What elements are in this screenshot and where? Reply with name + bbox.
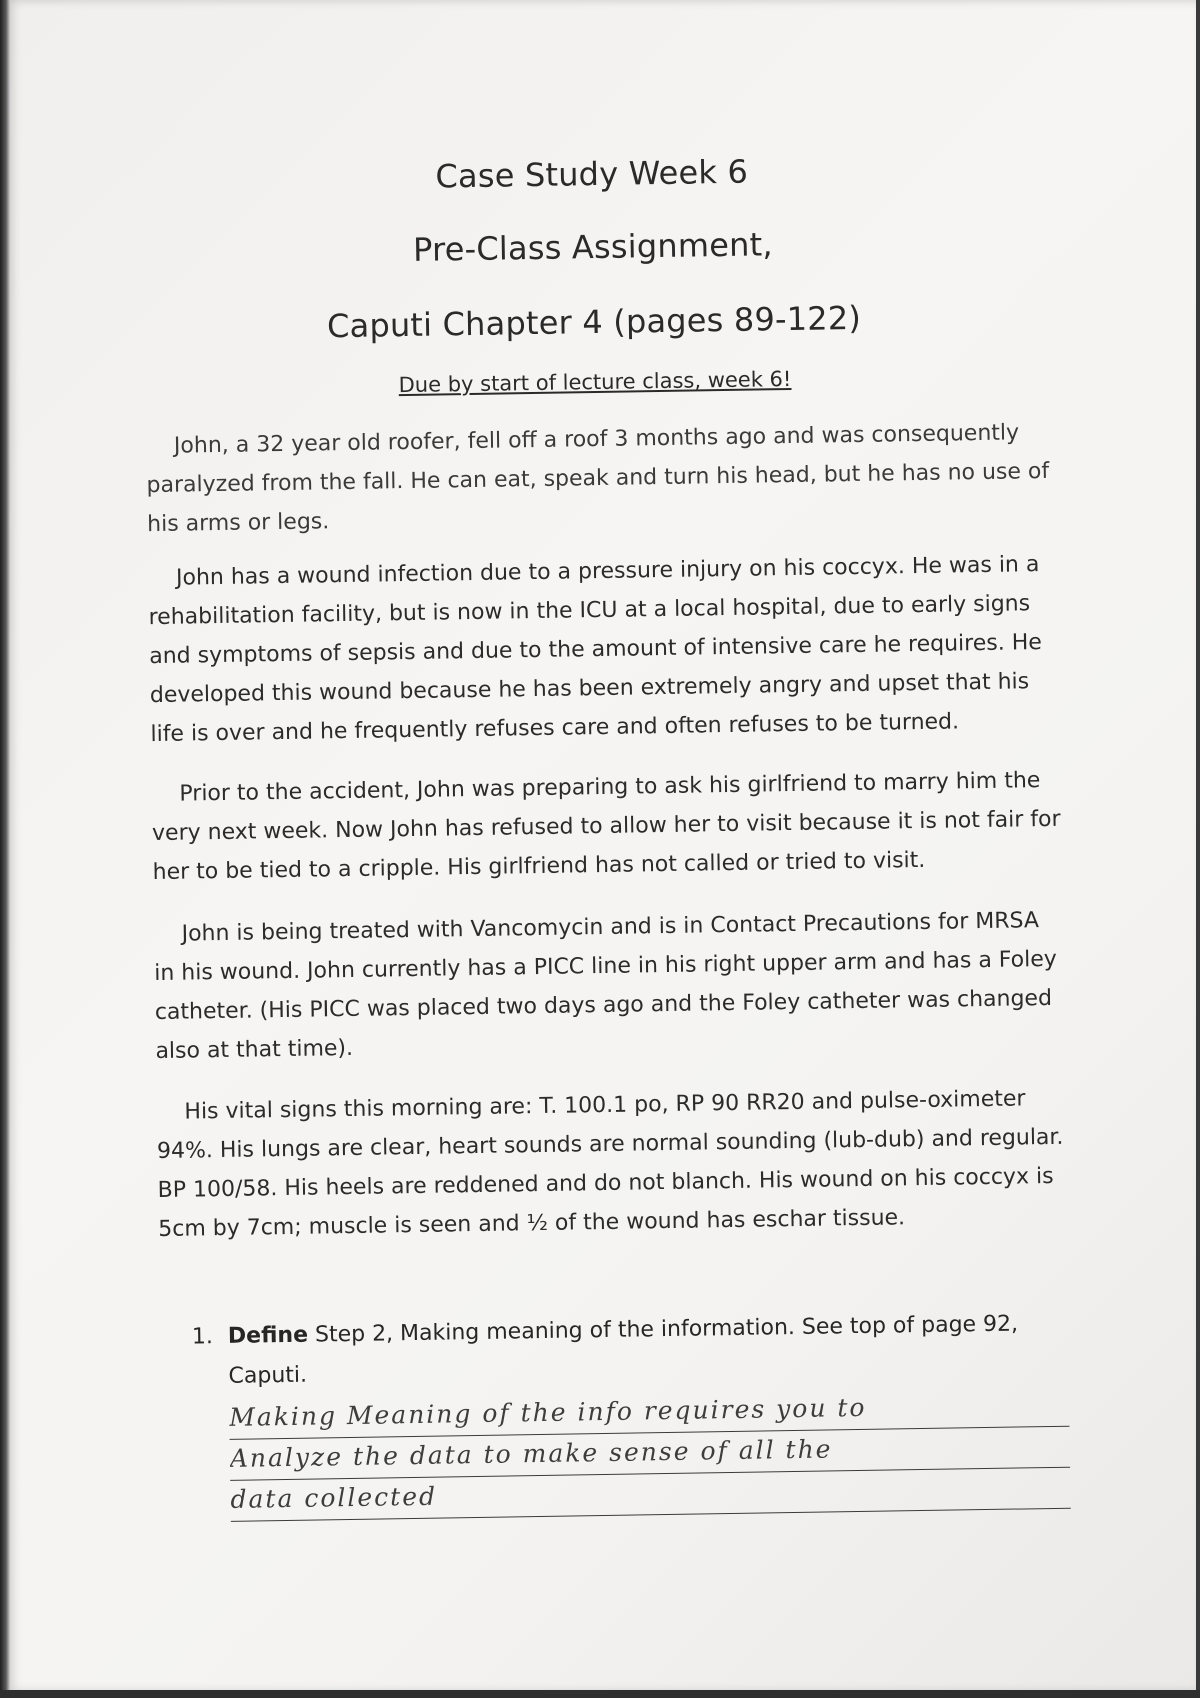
question-bold-term: Define	[227, 1322, 309, 1349]
question-number: 1.	[191, 1324, 214, 1350]
handwritten-answer	[229, 1386, 1071, 1522]
answer-line: Making Meaning of the info requires you to	[229, 1386, 1070, 1440]
answer-line: Analyze the data to make sense of all the	[230, 1427, 1071, 1481]
question-1	[192, 1304, 1053, 1397]
answer-line: data collected	[230, 1468, 1071, 1522]
question-text: Step 2, Making meaning of the information. See top of page 92, Caputi.	[228, 1311, 1019, 1389]
case-paragraph: John has a wound infection due to a pressure injury on his coccyx. He was in a rehabilitation facility, but is now in the ICU at a local hospital, due to early signs and symptoms of sepsis and due to the amount of intensive care he requires. He developed this wound because he has been extremely angry and upset that his life is over and he frequently refuses care and often refuses to be turned.	[148, 552, 1043, 748]
chapter-reference: Caputi Chapter 4 (pages 89-122)	[326, 298, 862, 346]
case-paragraph: John is being treated with Vancomycin and is in Contact Precautions for MRSA in his wound. John currently has a PICC line in his right upper arm and has a Foley catheter. (His PICC was placed two days ago and the Foley catheter was changed also at that time).	[154, 908, 1058, 1065]
question-prompt	[228, 1304, 1053, 1397]
document-title: Case Study Week 6	[435, 152, 749, 196]
case-paragraph: His vital signs this morning are: T. 100.1 po, RP 90 RR20 and pulse-oximeter 94%. His lungs are clear, heart sounds are normal sounding (lub-dub) and regular. BP 100/58. His heels are reddened and do not blanch. His wound on his coccyx is 5cm by 7cm; muscle is seen and ½ of the wound has eschar tissue.	[156, 1086, 1064, 1243]
case-paragraph: John, a 32 year old roofer, fell off a roof 3 months ago and was consequently paralyzed from the fall. He can eat, speak and turn his head, but he has no use of his arms or legs.	[146, 420, 1050, 538]
case-paragraph: Prior to the accident, John was preparing to ask his girlfriend to marry him the very next week. Now John has refused to allow her to visit because it is not fair for her to be tied to a cripple. His girlfriend has not called or tried to visit.	[151, 768, 1061, 886]
document-subtitle: Pre-Class Assignment,	[412, 225, 773, 269]
due-date-notice: Due by start of lecture class, week 6!	[398, 366, 792, 398]
